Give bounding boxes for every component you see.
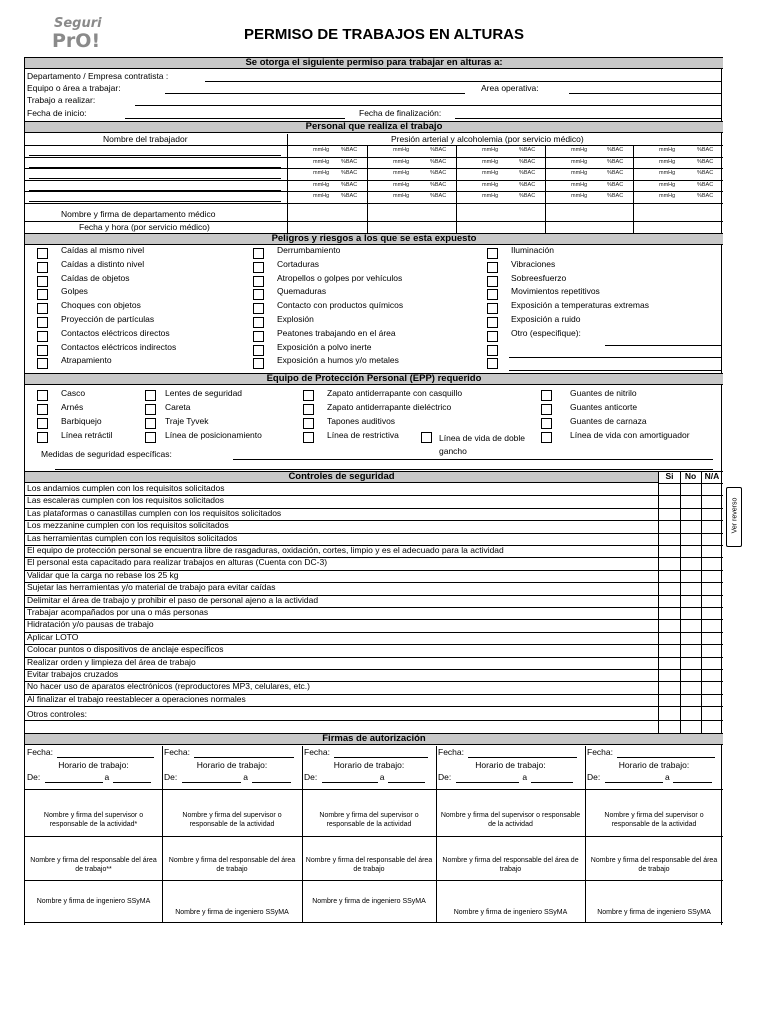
checkbox-hazard-3-6[interactable] bbox=[487, 317, 498, 328]
unit-mmhg: mmHg bbox=[313, 193, 330, 199]
sign-date-field[interactable] bbox=[334, 757, 428, 758]
control-item: Las escaleras cumplen con los requisitos solicitados bbox=[27, 495, 225, 506]
control-item: Hidratación y/o pausas de trabajo bbox=[27, 619, 154, 630]
unit-bac: %BAC bbox=[607, 181, 624, 188]
unit-bac: %BAC bbox=[430, 158, 447, 165]
unit-bac: %BAC bbox=[697, 170, 714, 176]
supervisor-sign-label: Nombre y firma del supervisor o responsable de la actividad* bbox=[43, 812, 144, 828]
hazard-label: Atropellos o golpes por vehículos bbox=[277, 272, 403, 283]
sign-to-label: a bbox=[243, 772, 248, 782]
control-item: Evitar trabajos cruzados bbox=[27, 669, 119, 679]
measures-field[interactable] bbox=[233, 459, 713, 460]
worker-name-column: Nombre del trabajador bbox=[103, 134, 188, 144]
checkbox-hazard-1-6[interactable] bbox=[37, 317, 48, 328]
engineer-sign-label: Nombre y firma de ingeniero SSyMA bbox=[312, 898, 426, 905]
lifeline-label-2: gancho bbox=[439, 446, 467, 456]
unit-mmhg: mmHg bbox=[659, 181, 676, 188]
checkbox-epp-1-2[interactable] bbox=[37, 404, 48, 415]
sign-from-label: De: bbox=[304, 772, 318, 782]
sign-to-field[interactable] bbox=[252, 782, 291, 783]
unit-bac: %BAC bbox=[519, 158, 536, 165]
unit-bac: %BAC bbox=[430, 147, 447, 153]
unit-bac: %BAC bbox=[697, 147, 714, 153]
epp-label: Zapato antiderrapante dieléctrico bbox=[327, 402, 452, 412]
epp-label: Tapones auditivos bbox=[327, 416, 396, 426]
sign-schedule-label: Horario de trabajo: bbox=[618, 760, 690, 770]
start-date-label: Fecha de inicio: bbox=[27, 108, 87, 118]
start-date-field[interactable] bbox=[125, 118, 345, 119]
checkbox-hazard-1-1[interactable] bbox=[37, 248, 48, 259]
unit-mmhg: mmHg bbox=[571, 181, 588, 188]
checkbox-epp-2-4[interactable] bbox=[145, 432, 156, 443]
sign-from-field[interactable] bbox=[605, 782, 663, 783]
area-responsible-sign-label: Nombre y firma del responsable del área de trabajo bbox=[168, 857, 296, 873]
unit-bac: %BAC bbox=[519, 170, 536, 176]
checkbox-hazard-3-7[interactable] bbox=[487, 331, 498, 342]
epp-label: Casco bbox=[61, 388, 86, 398]
controls-no-header: No bbox=[684, 471, 697, 481]
sign-date-field[interactable] bbox=[468, 757, 577, 758]
sign-date-label: Fecha: bbox=[27, 747, 53, 757]
unit-mmhg: mmHg bbox=[659, 147, 676, 153]
sign-schedule-label: Horario de trabajo: bbox=[333, 760, 405, 770]
unit-mmhg: mmHg bbox=[571, 170, 588, 176]
control-item: Otros controles: bbox=[27, 709, 87, 720]
control-item: Sujetar las herramientas y/o material de trabajo para evitar caídas bbox=[27, 582, 276, 593]
controls-header: Controles de seguridad bbox=[25, 471, 658, 483]
sign-to-field[interactable] bbox=[113, 782, 151, 783]
equipment-field[interactable] bbox=[165, 93, 465, 94]
unit-mmhg: mmHg bbox=[659, 158, 676, 165]
unit-mmhg: mmHg bbox=[393, 158, 410, 165]
unit-mmhg: mmHg bbox=[482, 181, 499, 188]
hazard-label: Movimientos repetitivos bbox=[511, 286, 600, 297]
unit-bac: %BAC bbox=[341, 181, 358, 188]
ver-reverso-tab[interactable] bbox=[726, 487, 742, 547]
hazard-label: Peatones trabajando en el área bbox=[277, 327, 396, 338]
supervisor-sign-label: Nombre y firma del supervisor o responsable de la actividad bbox=[319, 812, 419, 828]
operative-area-label: Area operativa: bbox=[481, 83, 539, 93]
sign-from-label: De: bbox=[27, 772, 41, 782]
sign-to-field[interactable] bbox=[673, 782, 712, 783]
sign-date-label: Fecha: bbox=[304, 747, 330, 757]
equipment-label: Equipo o área a trabajar: bbox=[27, 83, 121, 93]
sign-date-label: Fecha: bbox=[438, 747, 464, 757]
unit-mmhg: mmHg bbox=[659, 170, 676, 176]
hazard-label: Explosión bbox=[277, 314, 314, 324]
work-field[interactable] bbox=[135, 105, 721, 106]
checkbox-epp-4-4[interactable] bbox=[541, 432, 552, 443]
sign-schedule-label: Horario de trabajo: bbox=[58, 760, 129, 770]
sign-from-field[interactable] bbox=[45, 782, 103, 783]
checkbox-epp-2-3[interactable] bbox=[145, 418, 156, 429]
control-item: Colocar puntos o dispositivos de anclaje específicos bbox=[27, 644, 224, 655]
hazard-label: Caídas a distinto nivel bbox=[61, 258, 145, 269]
unit-bac: %BAC bbox=[341, 193, 358, 199]
engineer-sign-label: Nombre y firma de ingeniero SSyMA bbox=[453, 909, 568, 916]
unit-mmhg: mmHg bbox=[571, 193, 588, 199]
unit-bac: %BAC bbox=[697, 158, 714, 165]
control-item: Las plataformas o canastillas cumplen con los requisitos solicitados bbox=[27, 507, 282, 518]
sign-date-label: Fecha: bbox=[164, 747, 190, 757]
medical-sign-label: Nombre y firma de departamento médico bbox=[61, 209, 216, 219]
unit-bac: %BAC bbox=[519, 147, 536, 153]
signatures-header: Firmas de autorización bbox=[25, 733, 723, 745]
checkbox-epp-1-1[interactable] bbox=[37, 390, 48, 401]
hazard-label: Atrapamiento bbox=[61, 355, 112, 366]
control-item: Validar que la carga no rebase los 25 kg bbox=[27, 569, 179, 580]
checkbox-hazard-2-3[interactable] bbox=[253, 276, 264, 287]
lifeline-label-1: Línea de vida de doble bbox=[439, 433, 526, 443]
unit-bac: %BAC bbox=[341, 147, 358, 153]
hazard-label: Exposición a temperaturas extremas bbox=[511, 300, 649, 311]
control-item: El personal esta capacitado para realizar trabajos en alturas (Cuenta con DC-3) bbox=[27, 557, 328, 568]
logo-line1: Seguri bbox=[54, 16, 102, 31]
sign-date-field[interactable] bbox=[57, 757, 154, 758]
control-item: Los mezzanine cumplen con los requisitos solicitados bbox=[27, 520, 229, 531]
sign-schedule-label: Horario de trabajo: bbox=[475, 760, 546, 770]
hazard-label: Caídas al mismo nivel bbox=[61, 245, 145, 255]
checkbox-epp-4-3[interactable] bbox=[541, 418, 552, 429]
operative-area-field[interactable] bbox=[569, 93, 721, 94]
epp-label: Arnés bbox=[61, 402, 84, 412]
checkbox-hazard-3-5[interactable] bbox=[487, 303, 498, 314]
permit-form bbox=[24, 57, 722, 925]
unit-mmhg: mmHg bbox=[482, 170, 499, 176]
hazard-label: Contacto con productos químicos bbox=[277, 300, 404, 311]
hazard-label: Otro (especifique): bbox=[511, 327, 581, 338]
checkbox-hazard-2-2[interactable] bbox=[253, 262, 264, 273]
epp-label: Guantes anticorte bbox=[570, 402, 638, 412]
sign-from-label: De: bbox=[164, 772, 178, 782]
control-item: Delimitar el área de trabajo y prohibir el paso de personal ajeno a la actividad bbox=[27, 594, 319, 605]
checkbox-hazard-3-4[interactable] bbox=[487, 289, 498, 300]
sign-from-field[interactable] bbox=[456, 782, 519, 783]
checkbox-hazard-2-5[interactable] bbox=[253, 303, 264, 314]
sign-date-field[interactable] bbox=[617, 757, 715, 758]
sign-date-field[interactable] bbox=[194, 757, 294, 758]
checkbox-epp-1-4[interactable] bbox=[37, 432, 48, 443]
checkbox-epp-3-4[interactable] bbox=[303, 432, 314, 443]
epp-label: Traje Tyvek bbox=[165, 416, 209, 426]
medical-datetime-label: Fecha y hora (por servicio médico) bbox=[79, 222, 210, 232]
area-responsible-sign-label: Nombre y firma del responsable del área de trabajo bbox=[442, 857, 579, 873]
control-item: Al finalizar el trabajo reestablecer a operaciones normales bbox=[27, 693, 246, 704]
checkbox-hazard-3-2[interactable] bbox=[487, 262, 498, 273]
permit-header: Se otorga el siguiente permiso para trabajar en alturas a: bbox=[25, 57, 723, 69]
hazard-label: Vibraciones bbox=[511, 258, 556, 269]
unit-mmhg: mmHg bbox=[393, 181, 410, 188]
engineer-sign-label: Nombre y firma de ingeniero SSyMA bbox=[36, 898, 151, 905]
hazard-label: Exposición a humos y/o metales bbox=[277, 355, 399, 366]
hazard-label: Caídas de objetos bbox=[61, 272, 130, 283]
control-item: Trabajar acompañados por una o más personas bbox=[27, 607, 209, 617]
unit-mmhg: mmHg bbox=[393, 170, 410, 176]
hazard-label: Iluminación bbox=[511, 245, 554, 255]
area-responsible-sign-label: Nombre y firma del responsable del área de trabajo bbox=[590, 857, 718, 873]
hazard-label: Contactos eléctricos directos bbox=[61, 327, 170, 338]
end-date-field[interactable] bbox=[455, 118, 721, 119]
engineer-sign-label: Nombre y firma de ingeniero SSyMA bbox=[597, 909, 711, 916]
department-label: Departamento / Empresa contratista : bbox=[27, 71, 169, 81]
hazard-label: Golpes bbox=[61, 286, 88, 297]
checkbox-hazard-3-9[interactable] bbox=[487, 358, 498, 369]
unit-bac: %BAC bbox=[697, 193, 714, 199]
unit-mmhg: mmHg bbox=[482, 147, 499, 153]
hazard-label: Sobreesfuerzo bbox=[511, 272, 567, 283]
checkbox-epp-3-2[interactable] bbox=[303, 404, 314, 415]
sign-to-field[interactable] bbox=[388, 782, 426, 783]
epp-label: Zapato antiderrapante con casquillo bbox=[327, 388, 463, 398]
unit-mmhg: mmHg bbox=[313, 158, 330, 165]
unit-bac: %BAC bbox=[430, 170, 447, 176]
sign-to-label: a bbox=[379, 772, 385, 782]
hazard-label: Quemaduras bbox=[277, 286, 327, 297]
sign-to-label: a bbox=[665, 772, 670, 782]
checkbox-hazard-1-2[interactable] bbox=[37, 262, 48, 273]
other-hazard-field[interactable] bbox=[605, 345, 721, 346]
sign-from-field[interactable] bbox=[182, 782, 241, 783]
hazard-label: Exposición a ruido bbox=[511, 314, 581, 324]
checkbox-hazard-3-3[interactable] bbox=[487, 276, 498, 287]
sign-schedule-label: Horario de trabajo: bbox=[196, 760, 268, 770]
supervisor-sign-label: Nombre y firma del supervisor o responsable de la actividad bbox=[440, 812, 581, 828]
control-item: No hacer uso de aparatos electrónicos (reproductores MP3, celulares, etc.) bbox=[27, 681, 310, 692]
checkbox-epp-3-3[interactable] bbox=[303, 418, 314, 429]
epp-label: Línea de posicionamiento bbox=[165, 430, 262, 440]
unit-bac: %BAC bbox=[607, 147, 624, 153]
unit-mmhg: mmHg bbox=[659, 193, 676, 199]
hazard-label: Derrumbamiento bbox=[277, 245, 341, 255]
unit-mmhg: mmHg bbox=[482, 158, 499, 165]
checkbox-hazard-1-4[interactable] bbox=[37, 289, 48, 300]
unit-mmhg: mmHg bbox=[571, 158, 588, 165]
checkbox-hazard-1-8[interactable] bbox=[37, 345, 48, 356]
unit-mmhg: mmHg bbox=[571, 147, 588, 153]
epp-label: Careta bbox=[165, 402, 191, 412]
unit-bac: %BAC bbox=[697, 181, 714, 188]
supervisor-sign-label: Nombre y firma del supervisor o responsable de la actividad bbox=[182, 812, 282, 828]
checkbox-hazard-2-4[interactable] bbox=[253, 289, 264, 300]
checkbox-hazard-3-1[interactable] bbox=[487, 248, 498, 259]
checkbox-epp-3-1[interactable] bbox=[303, 390, 314, 401]
checkbox-hazard-2-6[interactable] bbox=[253, 317, 264, 328]
unit-bac: %BAC bbox=[519, 193, 536, 199]
checkbox-hazard-2-7[interactable] bbox=[253, 331, 264, 342]
unit-mmhg: mmHg bbox=[313, 147, 330, 153]
hazard-label: Proyección de partículas bbox=[61, 314, 155, 324]
unit-mmhg: mmHg bbox=[313, 170, 330, 176]
unit-bac: %BAC bbox=[607, 170, 624, 176]
unit-bac: %BAC bbox=[430, 181, 447, 188]
epp-label: Línea retráctil bbox=[61, 430, 113, 440]
epp-label: Línea de vida con amortiguador bbox=[570, 430, 690, 440]
unit-mmhg: mmHg bbox=[393, 193, 410, 199]
unit-bac: %BAC bbox=[607, 193, 624, 199]
end-date-label: Fecha de finalización: bbox=[359, 108, 442, 118]
checkbox-hazard-1-7[interactable] bbox=[37, 331, 48, 342]
checkbox-hazard-2-1[interactable] bbox=[253, 248, 264, 259]
hazard-label: Exposición a polvo inerte bbox=[277, 341, 372, 352]
sign-to-field[interactable] bbox=[531, 782, 573, 783]
unit-bac: %BAC bbox=[519, 181, 536, 188]
checkbox-hazard-1-9[interactable] bbox=[37, 358, 48, 369]
checkbox-hazard-2-8[interactable] bbox=[253, 345, 264, 356]
sign-from-field[interactable] bbox=[322, 782, 378, 783]
hazard-label: Choques con objetos bbox=[61, 300, 141, 311]
department-field[interactable] bbox=[205, 81, 721, 82]
checkbox-epp-2-1[interactable] bbox=[145, 390, 156, 401]
checkbox-hazard-2-9[interactable] bbox=[253, 358, 264, 369]
hazard-label: Cortaduras bbox=[277, 258, 320, 269]
checkbox-epp-2-2[interactable] bbox=[145, 404, 156, 415]
engineer-sign-label: Nombre y firma de ingeniero SSyMA bbox=[175, 909, 289, 916]
personnel-header: Personal que realiza el trabajo bbox=[25, 121, 723, 133]
unit-bac: %BAC bbox=[430, 193, 447, 199]
sign-from-label: De: bbox=[587, 772, 601, 782]
epp-label: Línea de restrictiva bbox=[327, 430, 399, 440]
sign-from-label: De: bbox=[438, 772, 452, 782]
area-responsible-sign-label: Nombre y firma del responsable del área de trabajo** bbox=[30, 857, 157, 873]
hazards-header: Peligros y riesgos a los que se esta expuesto bbox=[25, 233, 723, 245]
checkbox-epp-4-1[interactable] bbox=[541, 390, 552, 401]
sign-to-label: a bbox=[104, 772, 110, 782]
controls-na-header: N/A bbox=[704, 471, 720, 481]
unit-mmhg: mmHg bbox=[393, 147, 410, 153]
controls-si-header: Si bbox=[665, 471, 674, 481]
hazard-label: Contactos eléctricos indirectos bbox=[61, 341, 177, 352]
unit-mmhg: mmHg bbox=[313, 181, 330, 188]
unit-bac: %BAC bbox=[341, 170, 358, 176]
checkbox-hazard-1-5[interactable] bbox=[37, 303, 48, 314]
epp-label: Barbiquejo bbox=[61, 416, 102, 426]
sign-to-label: a bbox=[522, 772, 528, 782]
measures-label: Medidas de seguridad específicas: bbox=[41, 449, 172, 459]
logo-line2: PrO! bbox=[52, 30, 101, 52]
epp-header: Equipo de Protección Personal (EPP) requerido bbox=[25, 373, 723, 385]
checkbox-epp-1-3[interactable] bbox=[37, 418, 48, 429]
checkbox-hazard-3-8[interactable] bbox=[487, 345, 498, 356]
unit-mmhg: mmHg bbox=[482, 193, 499, 199]
epp-label: Lentes de seguridad bbox=[165, 388, 243, 398]
area-responsible-sign-label: Nombre y firma del responsable del área de trabajo bbox=[305, 857, 433, 873]
epp-label: Guantes de nitrilo bbox=[570, 388, 637, 398]
checkbox-epp-4-2[interactable] bbox=[541, 404, 552, 415]
page-title: PERMISO DE TRABAJOS EN ALTURAS bbox=[243, 26, 525, 43]
sign-date-label: Fecha: bbox=[587, 747, 613, 757]
unit-bac: %BAC bbox=[607, 158, 624, 165]
ver-reverso-label: Ver reverso bbox=[731, 497, 739, 534]
control-item: Realizar orden y limpieza del área de trabajo bbox=[27, 656, 196, 667]
supervisor-sign-label: Nombre y firma del supervisor o responsable de la actividad bbox=[604, 812, 704, 828]
checkbox-hazard-1-3[interactable] bbox=[37, 276, 48, 287]
control-item: Aplicar LOTO bbox=[27, 631, 79, 642]
work-label: Trabajo a realizar: bbox=[27, 95, 96, 105]
control-item: El equipo de protección personal se encuentra libre de rasgaduras, oxidación, cortes, limpio y es el adecuado para la actividad bbox=[27, 545, 504, 555]
checkbox-lifeline-double-hook[interactable] bbox=[421, 432, 432, 443]
control-item: Las herramientas cumplen con los requisitos solicitados bbox=[27, 532, 238, 543]
epp-label: Guantes de carnaza bbox=[570, 416, 647, 426]
pressure-column: Presión arterial y alcoholemia (por servicio médico) bbox=[391, 134, 584, 144]
unit-bac: %BAC bbox=[341, 158, 358, 165]
control-item: Los andamios cumplen con los requisitos solicitados bbox=[27, 483, 225, 493]
